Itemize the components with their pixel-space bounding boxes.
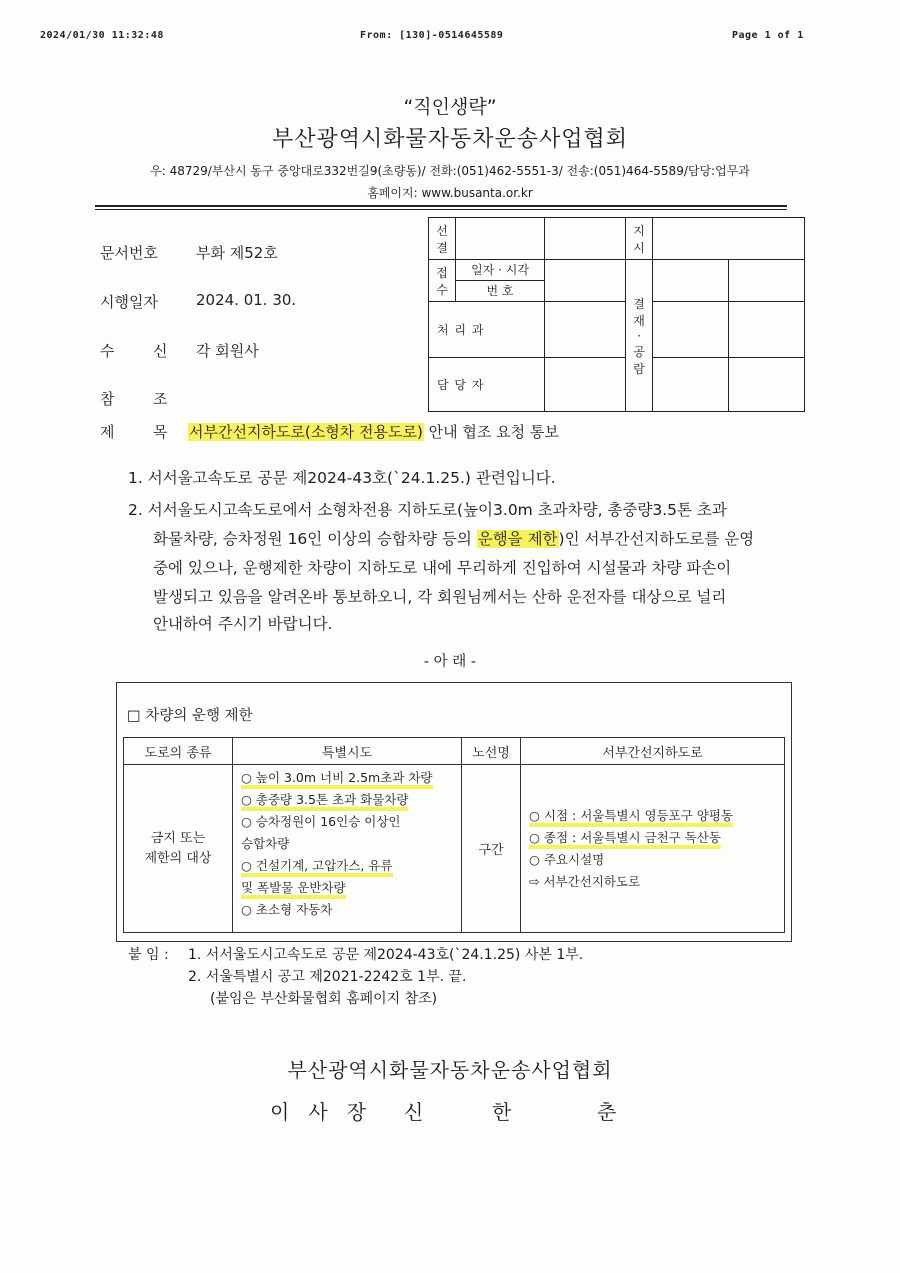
approval-jeopsu: 접 수 (429, 260, 456, 302)
approval-number: 번 호 (486, 284, 514, 298)
doc-no-value: 부화 제52호 (196, 244, 278, 262)
subject-label-2: 목 (153, 423, 168, 441)
route-facility: ○ 주요시설명 (529, 851, 605, 867)
ref-label-1: 참 (100, 390, 115, 408)
col-route-value: 서부간선지하도로 (521, 738, 785, 765)
attachment-1: 1. 서서울도시고속도로 공문 제2024-43호(`24.1.25) 사본 1부. (188, 947, 584, 963)
recipient-label-1: 수 (100, 342, 115, 360)
attachment-note: (붙임은 부산화물협회 홈페이지 참조) (210, 991, 438, 1007)
body-item-2-line-5: 안내하여 주시기 바랍니다. (153, 615, 333, 633)
recipient-label-2: 신 (153, 342, 168, 360)
fax-timestamp: 2024/01/30 11:32:48 (40, 30, 164, 41)
route-end: ○ 종점 : 서울특별시 금천구 독산동 (529, 827, 783, 849)
fax-page: Page 1 of 1 (732, 30, 804, 41)
section-cell: 구간 (462, 765, 521, 933)
body-item-1: 1. 서서울고속도로 공문 제2024-43호(`24.1.25.) 관련입니다. (128, 469, 556, 487)
bullet-hazmat: ○ 건설기계, 고압가스, 유류 (241, 855, 461, 877)
chair-name-1: 신 (404, 1100, 424, 1124)
bullet-hazmat-cont: 및 폭발물 운반차량 (241, 877, 461, 899)
subject-highlight: 서부간선지하도로(소형차 전용도로) (189, 423, 423, 441)
approval-sungyeol: 선 결 (429, 218, 456, 260)
fax-from: From: [130]-0514645589 (360, 30, 504, 41)
org-name: 부산광역시화물자동차운송사업협회 (271, 127, 629, 152)
restriction-table (123, 737, 785, 933)
chair-name-3: 춘 (597, 1100, 617, 1124)
ref-label-2: 조 (153, 390, 168, 408)
col-road-type: 도로의 종류 (124, 738, 233, 765)
approval-datetime: 일자 · 시각 (456, 260, 544, 281)
restriction-box (116, 682, 792, 942)
footer-org-name: 부산광역시화물자동차운송사업협회 (287, 1058, 613, 1082)
date-value: 2024. 01. 30. (196, 291, 297, 309)
approval-gyeoljae-gongram: 결 재 · 공 람 (626, 260, 653, 412)
body-item-2-line-1: 2. 서서울도시고속도로에서 소형차전용 지하도로(높이3.0m 초과차량, 총중량3.5톤 초과 (128, 501, 727, 519)
subject (188, 421, 559, 442)
below-heading: - 아 래 - (423, 654, 477, 670)
route-start: ○ 시점 : 서울특별시 영등포구 양평동 (529, 805, 783, 827)
approval-dept: 처 리 과 (429, 302, 545, 358)
subject-rest: 안내 협조 요청 통보 (423, 423, 559, 441)
route-facility-name: ⇨ 서부간선지하도로 (529, 873, 641, 889)
restriction-heading: □ 차량의 운행 제한 (127, 708, 253, 724)
chair-title: 이 사 장 (270, 1100, 367, 1124)
recipient-value: 각 회원사 (196, 342, 259, 360)
body-item-2-line-3: 중에 있으나, 운행제한 차량이 지하도로 내에 무리하게 진입하여 시설물과 차량 파손이 (153, 559, 732, 577)
divider-thin (95, 209, 787, 210)
date-label: 시행일자 (100, 293, 158, 311)
bullet-capacity: ○ 승차정원이 16인승 이상인 (241, 814, 401, 829)
body-item-2-line-4: 발생되고 있음을 알려온바 통보하오니, 각 회원님께서는 산하 운전자를 대상으로 널리 (153, 588, 727, 606)
attachments-label: 붙 임 : (128, 947, 169, 963)
bullet-height: ○ 높이 3.0m 너비 2.5m초과 차량 (241, 767, 461, 789)
subject-label-1: 제 (100, 423, 115, 441)
attachment-2: 2. 서울특별시 공고 제2021-2242호 1부. 끝. (188, 969, 467, 985)
col-special-city-road: 특별시도 (233, 738, 462, 765)
approval-handler: 담 당 자 (429, 358, 545, 412)
approval-jisi: 지 시 (626, 218, 653, 260)
bullet-weight: ○ 총중량 3.5톤 초과 화물차량 (241, 789, 461, 811)
chair-name-2: 한 (492, 1100, 512, 1124)
route-cell (521, 765, 785, 933)
restriction-list (233, 765, 462, 933)
restriction-highlight: 운행을 제한 (477, 530, 558, 548)
bullet-capacity-cont: 승합차량 (241, 836, 290, 851)
doc-no-label: 문서번호 (100, 244, 158, 262)
col-route-name: 노선명 (462, 738, 521, 765)
approval-box (428, 217, 805, 412)
divider-thick (95, 205, 787, 207)
seal-omitted-note: “직인생략” (403, 96, 497, 118)
org-homepage: 홈페이지: www.busanta.or.kr (367, 186, 533, 200)
body-item-2-line-2: 화물차량, 승차정원 16인 이상의 승합차량 등의 운행을 제한)인 서부간선지하도로를 운영 (153, 530, 755, 548)
bullet-micro-car: ○ 초소형 자동차 (241, 902, 333, 917)
org-address: 우: 48729/부산시 동구 중앙대로332번길9(초량동)/ 전화:(051)462-5551-3/ 전송:(051)464-5589/담당:업무과 (150, 164, 750, 178)
target-cell: 금지 또는 제한의 대상 (124, 765, 233, 933)
